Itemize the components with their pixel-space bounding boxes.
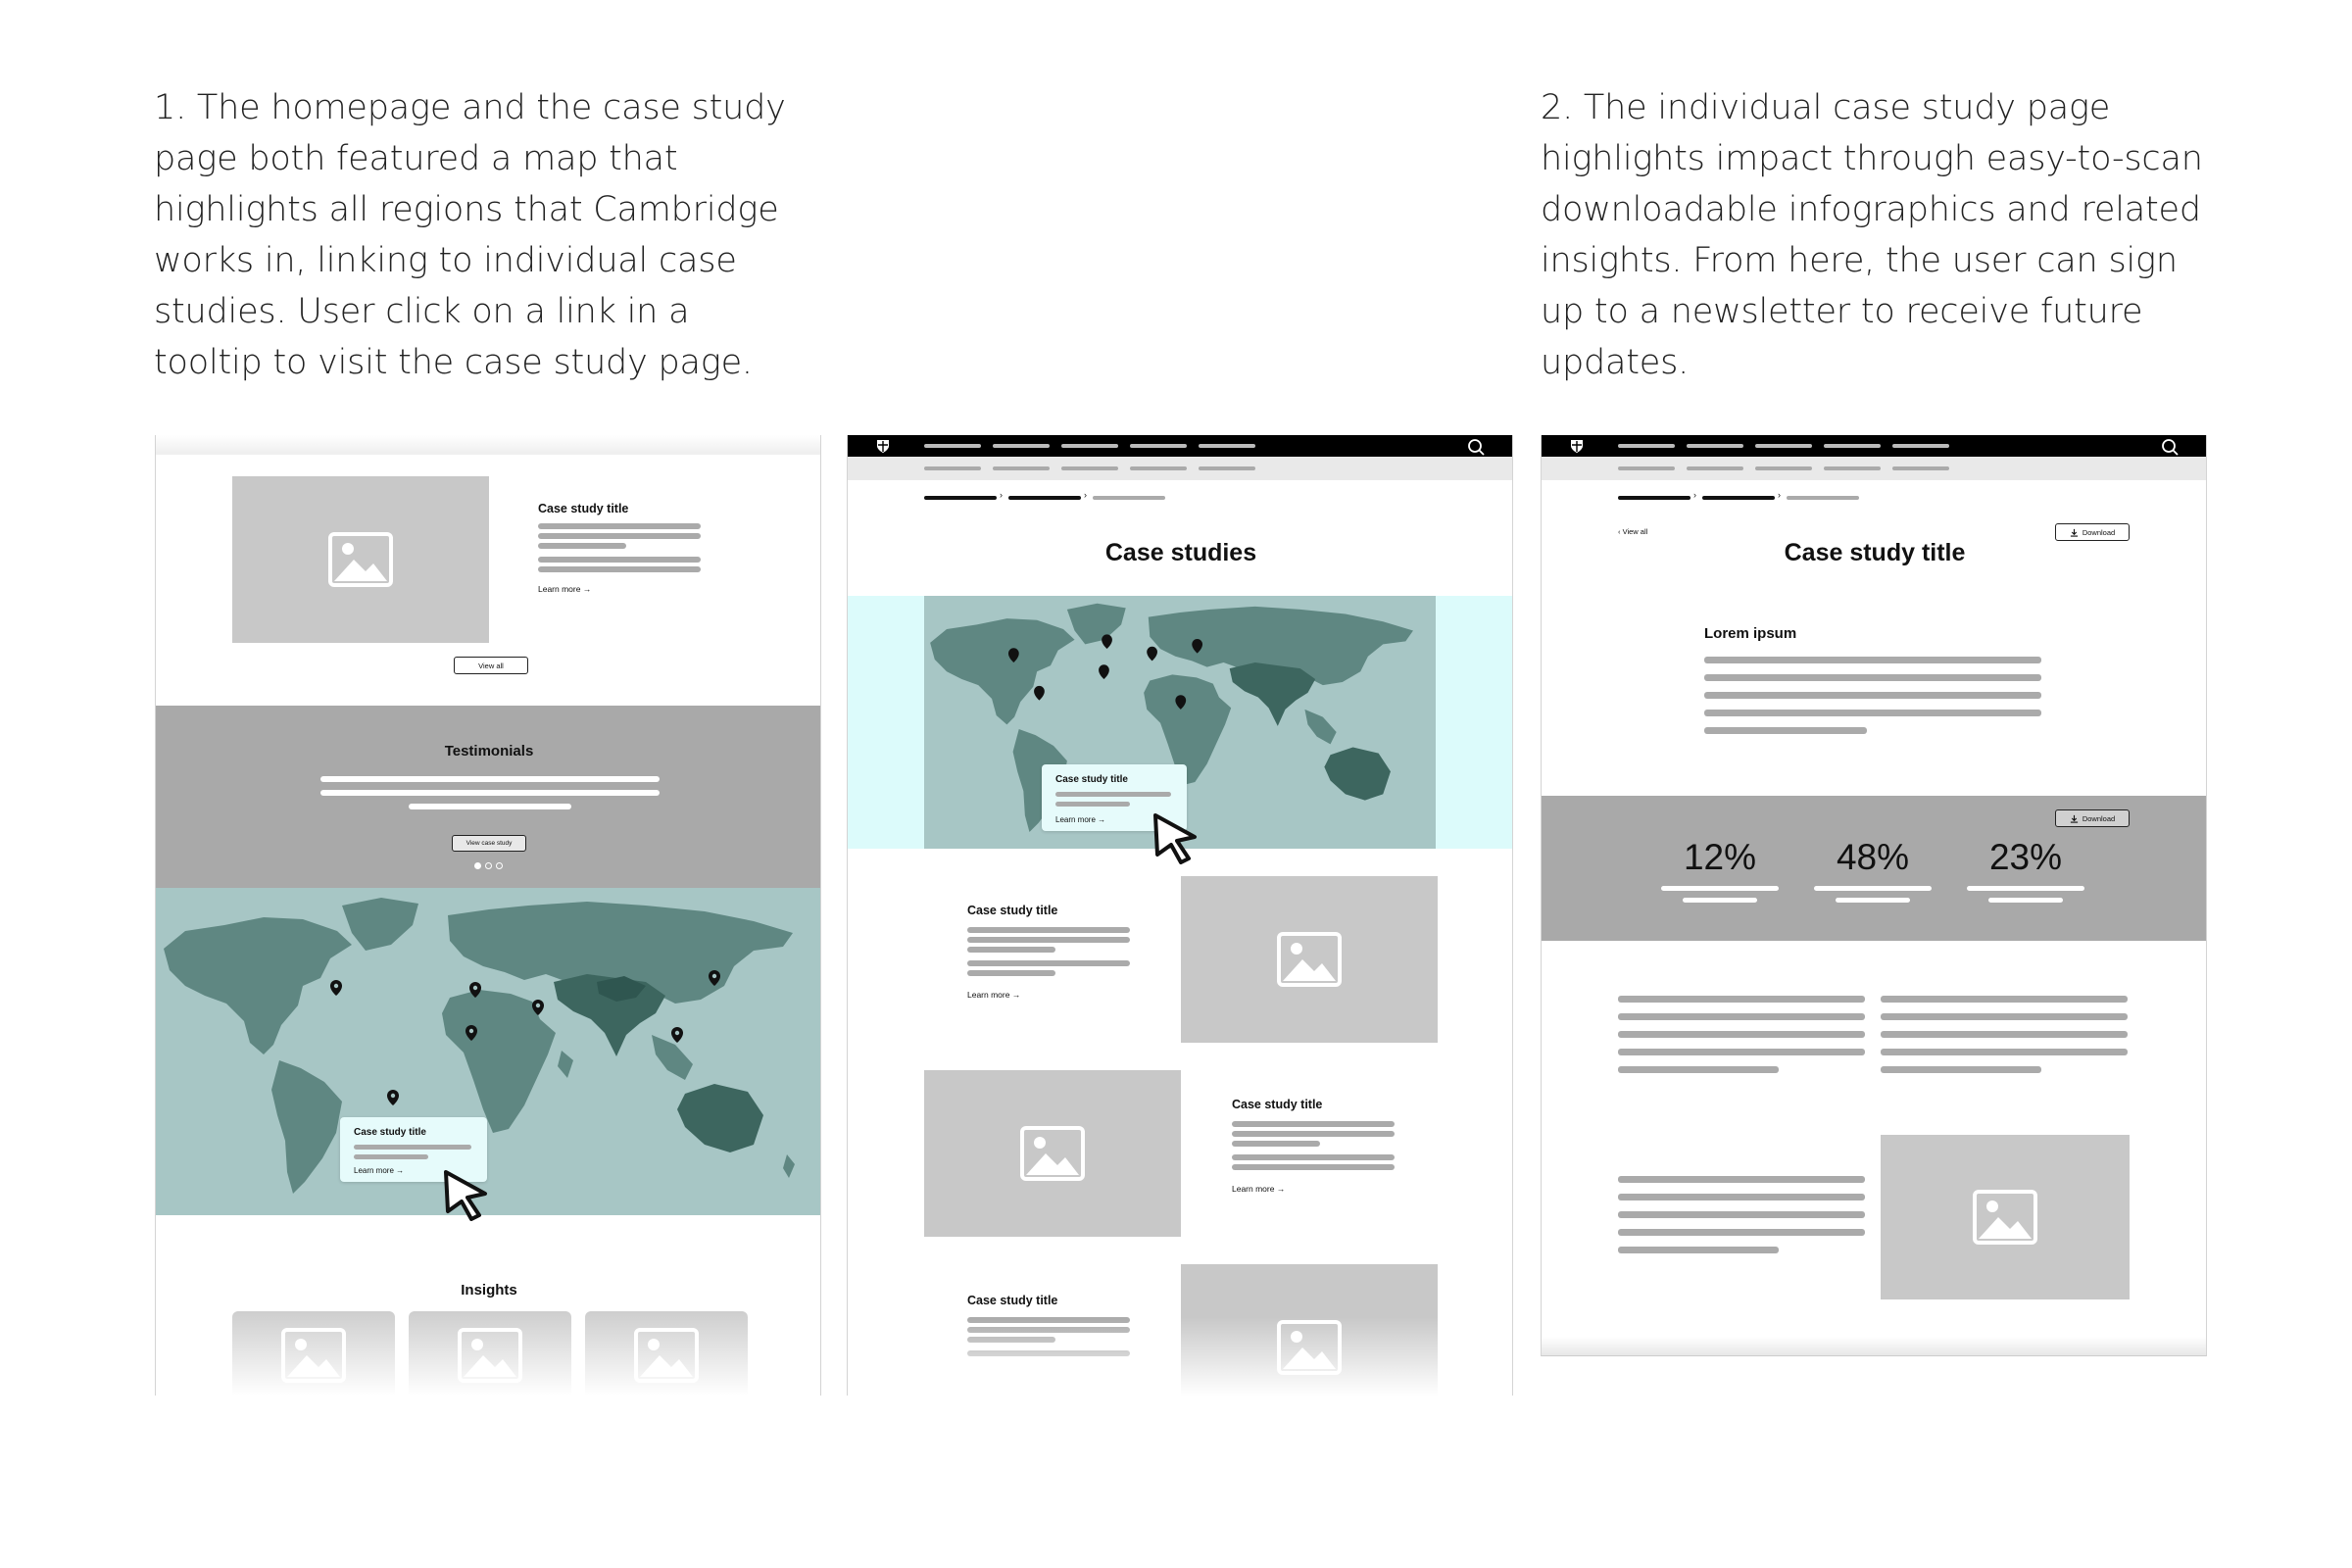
image-placeholder-icon (328, 532, 393, 587)
nav-item[interactable] (1687, 444, 1743, 448)
view-case-study-button[interactable]: View case study (452, 835, 526, 852)
case-studies-wireframe: › › Case studies Case study title Learn more → Case study title Learn more → Case study title Learn more → Case study title (847, 435, 1513, 1396)
download-icon (2070, 528, 2079, 537)
case-study-detail-wireframe: › › ‹ View all Download Case study title Lorem ipsum Download 12% 48% 23% (1541, 435, 2207, 1356)
view-all-link[interactable]: ‹ View all (1618, 527, 1648, 536)
carousel-dot-active[interactable] (474, 862, 481, 869)
featured-case-title: Case study title (538, 502, 629, 515)
stat-value: 48% (1836, 837, 1910, 877)
carousel-dot[interactable] (485, 862, 492, 869)
nav-item[interactable] (1130, 444, 1187, 448)
image-placeholder-icon (1973, 1190, 2037, 1245)
nav-item[interactable] (1892, 444, 1949, 448)
top-navigation (848, 435, 1512, 457)
sub-navigation (1542, 457, 2206, 480)
tooltip-title: Case study title (1055, 774, 1128, 785)
stat-value: 12% (1683, 837, 1757, 877)
image-placeholder-icon (1020, 1126, 1085, 1181)
cursor-arrow-icon (1152, 811, 1202, 864)
nav-item[interactable] (1061, 444, 1118, 448)
section-subheading: Lorem ipsum (1704, 625, 1797, 642)
carousel-dot[interactable] (496, 862, 503, 869)
stats-section (1542, 796, 2207, 941)
case-item-image[interactable] (1181, 876, 1438, 1043)
case-item-image[interactable] (1181, 1264, 1438, 1396)
search-icon[interactable] (2161, 438, 2179, 456)
nav-item[interactable] (1618, 444, 1675, 448)
nav-item[interactable] (1824, 444, 1881, 448)
case-item-title: Case study title (1232, 1098, 1323, 1111)
caption-homepage: 1. The homepage and the case study page both featured a map that highlights all regions that Cambridge works in, linking to individual case studies. User click on a link in a tooltip to visit the case study page. (154, 88, 786, 382)
sub-navigation (848, 457, 1512, 480)
download-button-top[interactable]: Download (2055, 523, 2130, 541)
insight-card-image[interactable] (409, 1311, 571, 1396)
homepage-wireframe (155, 435, 821, 1396)
page-title: Case study title (1784, 539, 1966, 566)
case-item-learn-more-link[interactable]: Learn more → (1232, 1184, 1286, 1194)
case-item-title: Case study title (967, 1294, 1058, 1307)
nav-item[interactable] (993, 444, 1050, 448)
stat-value: 23% (1988, 837, 2063, 877)
download-stats-button[interactable]: Download (2055, 809, 2130, 827)
crest-logo-icon[interactable] (1569, 438, 1585, 454)
related-image (1881, 1135, 2130, 1299)
search-icon[interactable] (1467, 438, 1485, 456)
testimonials-heading: Testimonials (444, 743, 534, 760)
view-all-button[interactable]: View all (454, 657, 528, 674)
top-navigation (1542, 435, 2206, 457)
image-placeholder-icon (1277, 932, 1342, 987)
image-placeholder-icon (634, 1328, 699, 1383)
case-item-learn-more-link[interactable]: Learn more → (967, 990, 1021, 1000)
tooltip-title: Case study title (354, 1127, 426, 1138)
tooltip-learn-more-link[interactable]: Learn more → (354, 1166, 405, 1175)
nav-item[interactable] (924, 444, 981, 448)
featured-image (232, 476, 489, 643)
insights-heading: Insights (461, 1282, 517, 1298)
featured-learn-more-link[interactable]: Learn more → (538, 584, 592, 594)
image-placeholder-icon (1277, 1320, 1342, 1375)
page-title: Case studies (1104, 539, 1257, 566)
image-placeholder-icon (458, 1328, 522, 1383)
case-item-image[interactable] (924, 1070, 1181, 1237)
nav-item[interactable] (1755, 444, 1812, 448)
insight-card-image[interactable] (585, 1311, 748, 1396)
crest-logo-icon[interactable] (875, 438, 891, 454)
insight-card-image[interactable] (232, 1311, 395, 1396)
caption-case-study-page: 2. The individual case study page highlights impact through easy-to-scan downloadable infographics and related insights. From here, the user can sign up to a newsletter to receive future updates. (1541, 88, 2203, 382)
nav-item[interactable] (1199, 444, 1255, 448)
image-placeholder-icon (281, 1328, 346, 1383)
tooltip-learn-more-link[interactable]: Learn more → (1055, 815, 1106, 824)
world-map (156, 888, 821, 1215)
download-icon (2070, 814, 2079, 823)
testimonials-section (156, 706, 821, 888)
cursor-arrow-icon (442, 1168, 493, 1221)
case-item-title: Case study title (967, 904, 1058, 917)
top-fade (156, 435, 821, 455)
